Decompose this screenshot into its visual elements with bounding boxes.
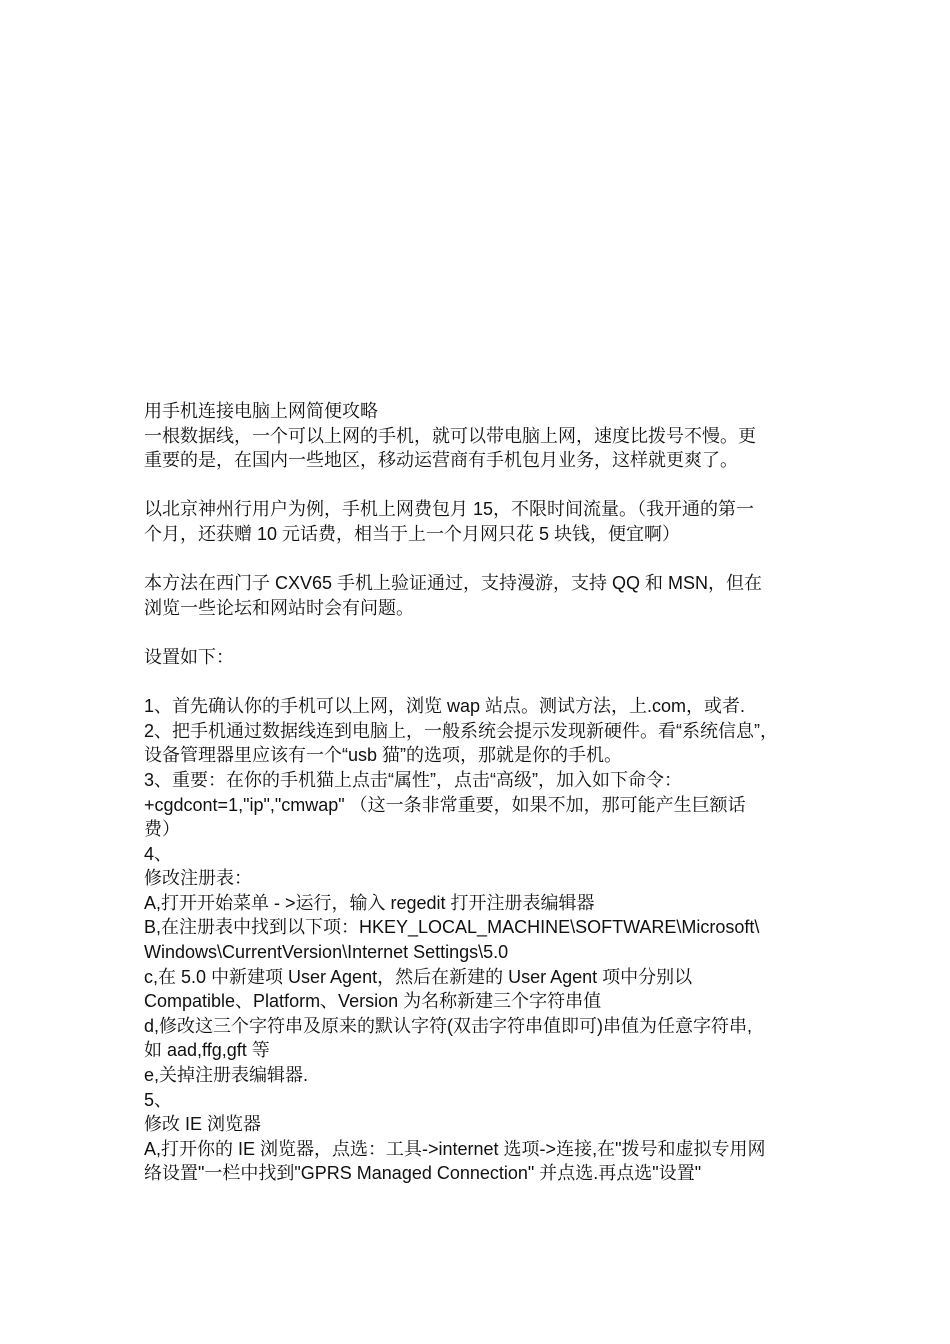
step-3-line: +cgdcont=1,"ip","cmwap" （这一条非常重要，如果不加，那可能产生巨额话 (144, 794, 746, 815)
step-4-line: A,打开开始菜单 - >运行，输入 regedit 打开注册表编辑器 (144, 892, 595, 913)
paragraph-line: 本方法在西门子 CXV65 手机上验证通过，支持漫游，支持 QQ 和 MSN，但在 (144, 573, 763, 594)
blank-line (144, 670, 810, 695)
blank-line (144, 473, 810, 498)
document-body (144, 399, 810, 1186)
paragraph-line: 以北京神州行用户为例，手机上网费包月 15，不限时间流量。（我开通的第一 (144, 499, 755, 520)
step-4-line: Windows\CurrentVersion\Internet Settings\5.0 (144, 942, 509, 963)
paragraph-line: 浏览一些论坛和网站时会有问题。 (144, 597, 414, 618)
step-5-number: 5、 (144, 1089, 173, 1110)
step-5-heading: 修改 IE 浏览器 (144, 1114, 262, 1135)
step-4-line: e,关掉注册表编辑器. (144, 1065, 309, 1086)
step-3-line: 3、重要：在你的手机猫上点击“属性”，点击“高级”，加入如下命令： (144, 769, 682, 790)
step-4-line: d,修改这三个字符串及原来的默认字符(双击字符串值即可)串值为任意字符串, (144, 1015, 752, 1036)
step-5-line: 络设置"一栏中找到"GPRS Managed Connection" 并点选.再点选"设置" (144, 1163, 702, 1184)
step-3-line: 费） (144, 819, 180, 840)
document-title: 用手机连接电脑上网简便攻略 (144, 401, 378, 421)
step-4-line: c,在 5.0 中新建项 User Agent，然后在新建的 User Agent 项中分别以 (144, 966, 693, 987)
step-4-line: B,在注册表中找到以下项：HKEY_LOCAL_MACHINE\SOFTWARE\Microsoft\ (144, 917, 760, 938)
paragraph-line: 个月，还获赠 10 元话费，相当于上一个月网只花 5 块钱，便宜啊） (144, 523, 681, 544)
blank-line (144, 547, 810, 572)
step-1-line: 1、首先确认你的手机可以上网，浏览 wap 站点。测试方法，上.com，或者. (144, 696, 746, 717)
step-2-line: 设备管理器里应该有一个“usb 猫”的选项，那就是你的手机。 (144, 745, 623, 766)
settings-heading: 设置如下： (144, 646, 234, 667)
step-5-line: A,打开你的 IE 浏览器，点选：工具->internet 选项->连接,在"拨号和虚拟专用网 (144, 1138, 766, 1159)
paragraph-line: 一根数据线，一个可以上网的手机，就可以带电脑上网，速度比拨号不慢。更 (144, 425, 756, 446)
step-4-heading: 修改注册表： (144, 868, 252, 889)
step-4-number: 4、 (144, 843, 173, 864)
step-4-line: Compatible、Platform、Version 为名称新建三个字符串值 (144, 991, 602, 1012)
blank-line (144, 620, 810, 645)
paragraph-line: 重要的是，在国内一些地区，移动运营商有手机包月业务，这样就更爽了。 (144, 450, 738, 471)
step-4-line: 如 aad,ffg,gft 等 (144, 1040, 270, 1061)
step-2-line: 2、把手机通过数据线连到电脑上，一般系统会提示发现新硬件。看“系统信息”， (144, 720, 778, 741)
